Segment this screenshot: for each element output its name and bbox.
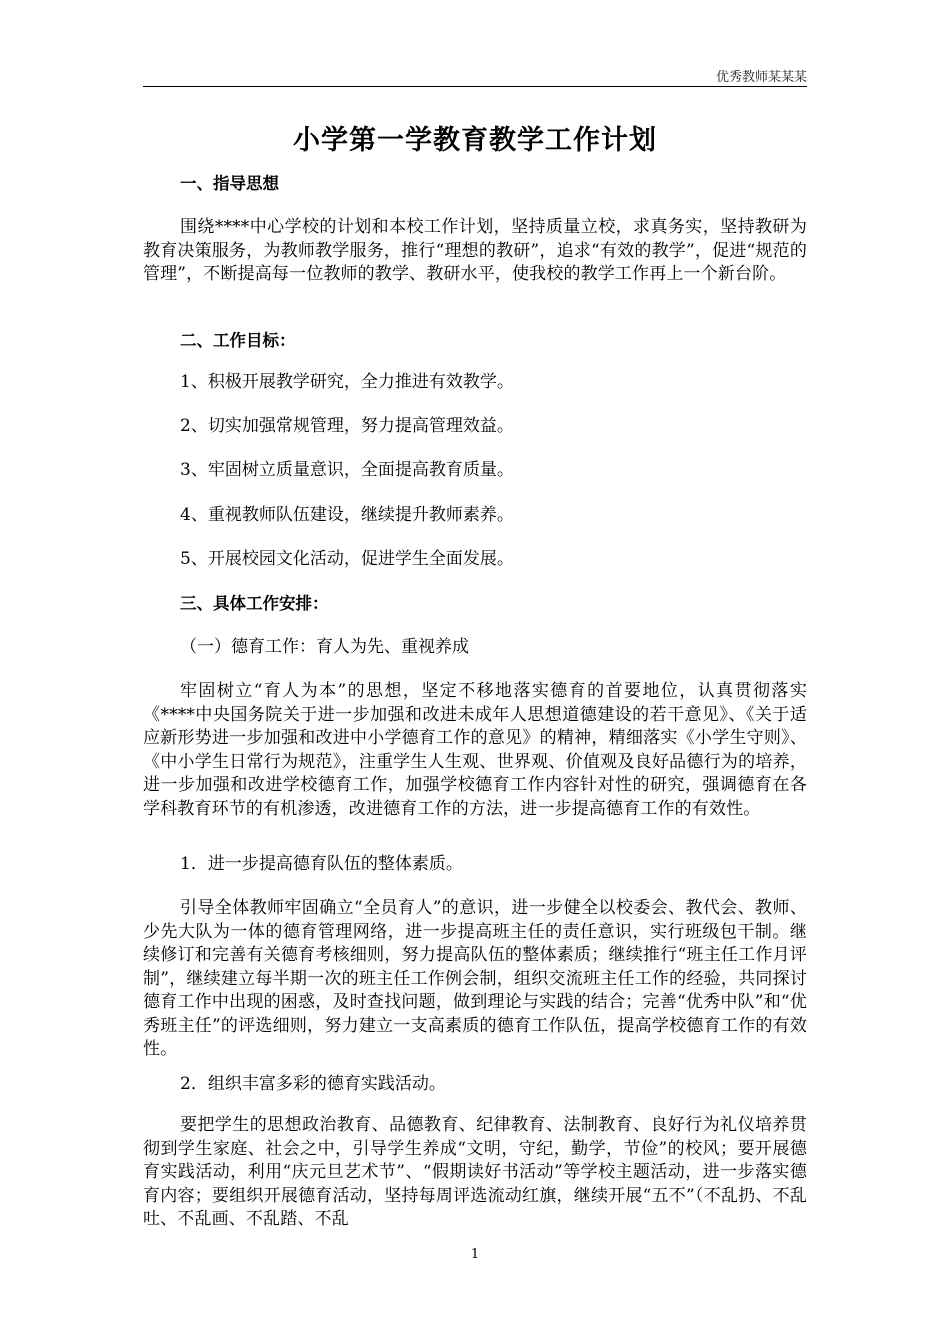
section1-heading: 一、指导思想 [180, 174, 279, 193]
running-header: 优秀教师某某某 [715, 70, 807, 85]
goal-item-3: 3、牢固树立质量意识，全面提高教育质量。 [180, 460, 514, 480]
goal-item-1: 1、积极开展教学研究，全力推进有效教学。 [180, 372, 514, 392]
section3-subheading: （一）德育工作：育人为先、重视养成 [180, 637, 469, 657]
section3-paragraph: 牢固树立“育人为本”的思想，坚定不移地落实德育的首要地位，认真贯彻落实《****中央国务院关于进一步加强和改进未成年人思想道德建设的若干意见》、《关于适应新形势进一步加强和改进中小学德育工作的意见》的精神，精细落实《小学生守则》、《中小学生日常行为规范》，注重学生人生观、世界观、价值观及良好品德行为的培养，进一步加强和改进学校德育工作，加强学校德育工作内容针对性的研究，强调德育在各学科教育环节的有机渗透，改进德育工作的方法，进一步提高德育工作的有效性。 [143, 681, 807, 819]
header-divider [143, 86, 807, 87]
section3-heading: 三、具体工作安排： [180, 594, 329, 613]
item2-title: 2．组织丰富多彩的德育实践活动。 [180, 1074, 446, 1094]
item1-title: 1．进一步提高德育队伍的整体素质。 [180, 854, 463, 874]
goal-item-2: 2、切实加强常规管理，努力提高管理效益。 [180, 416, 514, 436]
goal-item-5: 5、开展校园文化活动，促进学生全面发展。 [180, 549, 514, 569]
item2-paragraph: 要把学生的思想政治教育、品德教育、纪律教育、法制教育、良好行为礼仪培养贯彻到学生家庭、社会之中，引导学生养成“文明，守纪，勤学，节俭”的校风；要开展德育实践活动，利用“庆元旦艺术节”、“假期读好书活动”等学校主题活动，进一步落实德育内容；要组织开展德育活动，坚持每周评选流动红旗，继续开展“五不”（不乱扔、不乱吐、不乱画、不乱踏、不乱 [143, 1115, 807, 1229]
section2-heading: 二、工作目标： [180, 331, 296, 350]
goal-item-4: 4、重视教师队伍建设，继续提升教师素养。 [180, 505, 514, 525]
page-number: 1 [470, 1247, 480, 1262]
document-title: 小学第一学教育教学工作计划 [293, 125, 657, 156]
item1-paragraph: 引导全体教师牢固确立“全员育人”的意识，进一步健全以校委会、教代会、教师、少先大队为一体的德育管理网络，进一步提高班主任的责任意识，实行班级包干制。继续修订和完善有关德育考核细则，努力提高队伍的整体素质；继续推行“班主任工作月评制”，继续建立每半期一次的班主任工作例会制，组织交流班主任工作的经验，共同探讨德育工作中出现的困惑，及时查找问题，做到理论与实践的结合；完善“优秀中队”和“优秀班主任”的评选细则，努力建立一支高素质的德育工作队伍，提高学校德育工作的有效性。 [143, 898, 807, 1059]
section1-paragraph: 围绕****中心学校的计划和本校工作计划，坚持质量立校，求真务实，坚持教研为教育决策服务，为教师教学服务，推行“理想的教研”，追求“有效的教学”，促进“规范的管理”，不断提高每一位教师的教学、教研水平，使我校的教学工作再上一个新台阶。 [143, 217, 807, 284]
